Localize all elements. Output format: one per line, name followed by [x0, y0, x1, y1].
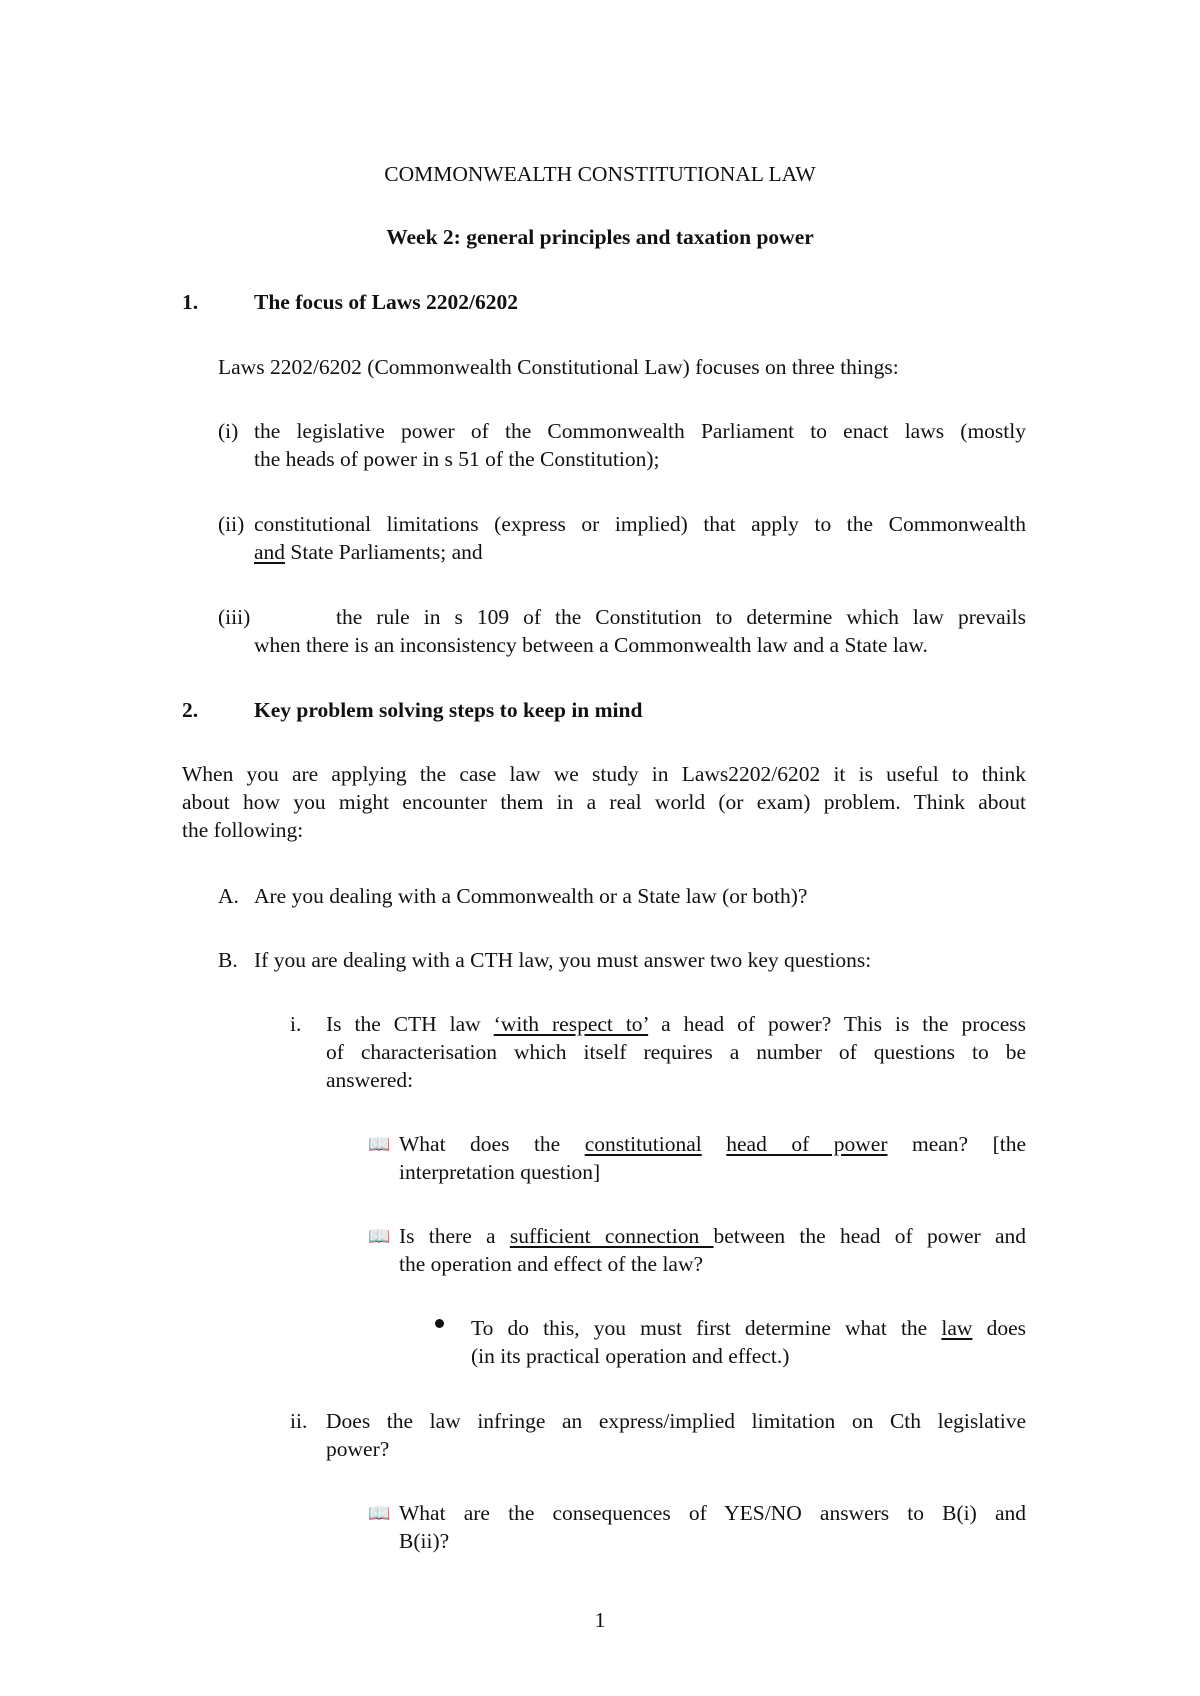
- step-a-text: Are you dealing with a Commonwealth or a State law (or both)?: [254, 884, 808, 908]
- item-i-line-2: the heads of power in s 51 of the Constitution);: [254, 447, 660, 471]
- section-2-para-line-1: When you are applying the case law we study in Laws2202/6202 it is useful to think: [182, 762, 1026, 786]
- item-ii-line-2: and State Parliaments; and: [254, 540, 483, 564]
- sub-question-1-line-1: What does the constitutional head of power mean? [the: [399, 1132, 1026, 1156]
- page-number: 1: [594, 1608, 606, 1632]
- question-i-marker: i.: [290, 1012, 302, 1036]
- step-b-text: If you are dealing with a CTH law, you must answer two key questions:: [254, 948, 872, 972]
- item-iii-line-2: when there is an inconsistency between a Commonwealth law and a State law.: [254, 633, 928, 657]
- item-ii-marker: (ii): [218, 512, 245, 536]
- filled-circle-icon: [435, 1319, 444, 1328]
- item-iii-line-1: the rule in s 109 of the Constitution to determine which law prevails: [336, 605, 1026, 629]
- item-iii-marker: (iii): [218, 605, 251, 629]
- document-subtitle: Week 2: general principles and taxation power: [386, 225, 814, 249]
- item-i-line-1: the legislative power of the Commonwealth Parliament to enact laws (mostly: [254, 419, 1026, 443]
- sub-question-4-line-2: B(ii)?: [399, 1529, 450, 1553]
- step-b-marker: B.: [218, 948, 238, 972]
- book-icon: 📖: [368, 1503, 391, 1523]
- question-i-line-1: Is the CTH law ‘with respect to’ a head of power? This is the process: [326, 1012, 1026, 1036]
- bullet-point-line-2: (in its practical operation and effect.): [471, 1344, 790, 1368]
- step-a-marker: A.: [218, 884, 239, 908]
- section-1-intro: Laws 2202/6202 (Commonwealth Constitutional Law) focuses on three things:: [218, 355, 899, 379]
- question-ii-marker: ii.: [290, 1409, 308, 1433]
- underlined-and: and: [254, 540, 286, 564]
- item-ii-line-1: constitutional limitations (express or implied) that apply to the Commonwealth: [254, 512, 1026, 536]
- question-ii-line-2: power?: [326, 1437, 390, 1461]
- bullet-point-line-1: To do this, you must first determine what the law does: [471, 1316, 1026, 1340]
- sub-question-2-line-2: the operation and effect of the law?: [399, 1252, 704, 1276]
- question-i-line-3: answered:: [326, 1068, 414, 1092]
- item-i-marker: (i): [218, 419, 239, 443]
- section-2-number: 2.: [182, 698, 199, 722]
- sub-question-4-line-1: What are the consequences of YES/NO answers to B(i) and: [399, 1501, 1026, 1525]
- section-2-para-line-3: the following:: [182, 818, 304, 842]
- question-i-line-2: of characterisation which itself requires a number of questions to be: [326, 1040, 1026, 1064]
- section-1-heading: The focus of Laws 2202/6202: [254, 290, 518, 314]
- sub-question-2-line-1: Is there a sufficient connection between the head of power and: [399, 1224, 1026, 1248]
- section-2-heading: Key problem solving steps to keep in mind: [254, 698, 643, 722]
- section-2-para-line-2: about how you might encounter them in a real world (or exam) problem. Think about: [182, 790, 1026, 814]
- book-icon: 📖: [368, 1134, 391, 1154]
- sub-question-1-line-2: interpretation question]: [399, 1160, 601, 1184]
- document-title: COMMONWEALTH CONSTITUTIONAL LAW: [384, 162, 816, 186]
- section-1-number: 1.: [182, 290, 199, 314]
- question-ii-line-1: Does the law infringe an express/implied limitation on Cth legislative: [326, 1409, 1026, 1433]
- book-icon: 📖: [368, 1226, 391, 1246]
